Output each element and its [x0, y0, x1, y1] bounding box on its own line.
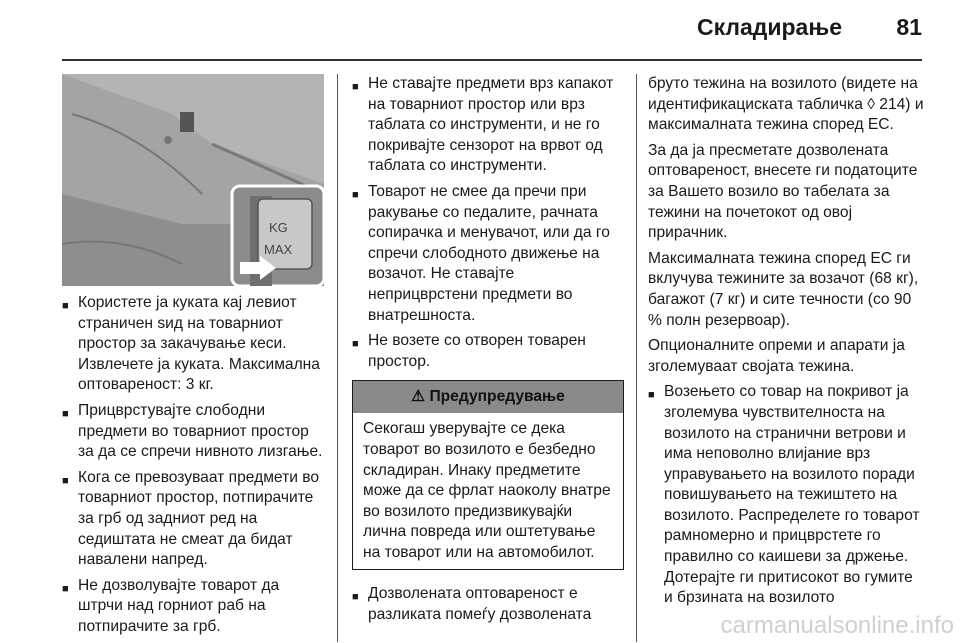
page-reference-icon: ◊: [867, 95, 875, 113]
kg-label: KG: [269, 220, 288, 235]
column-3: [648, 74, 924, 614]
list-item: ■ Товарот не смее да пречи при ракување со педалите, рачната сопирачка и менувачот, или да го спречи слободното движење на возачот. Не ставајте неприцврстени предмети во внатрешноста.: [352, 182, 610, 324]
page-title: Складирање: [696, 14, 842, 40]
paragraph: Максималната тежина според ЕС ги вклучува тежините за возачот (68 кг), багажот (7 кг) и сите течности (со 90 % полн резервоар).: [648, 249, 919, 329]
paragraph: бруто тежина на возилото (видете на идентификациската табличка ◊ 214) и максималната тежина според ЕС.: [648, 75, 924, 134]
cargo-hook-figure: [62, 74, 324, 286]
max-label: MAX: [264, 242, 293, 257]
column-divider: [636, 74, 637, 642]
watermark: carmanualsonline.info: [720, 612, 954, 639]
list-item: ■ Не ставајте предмети врз капакот на товарниот простор или врз таблата со инструменти, и не го покривајте сензорот на врвот од таблата со инструменти.: [352, 75, 614, 175]
list-item: ■ Не дозволувајте товарот да штрчи над горниот раб на потпирачите за грб.: [62, 576, 280, 635]
list-item: ■ Користете ја куката кај левиот страничен ѕид на товарниот простор за закачување кеси. Извлечете ја куката. Максимална оптовареност: 3 кг.: [62, 294, 320, 394]
list-item: ■ Кога се превозуваат предмети во товарниот простор, потпирачите за грб од задниот ред на седиштата не смеат да бидат навалени напред.: [62, 468, 320, 569]
list-item: ■ Дозволената оптовареност е разликата помеѓу дозволената: [352, 585, 592, 624]
list-item: ■ Не возете со отворен товарен простор.: [352, 332, 586, 370]
warning-body: Секогаш уверувајте се дека товарот во возилото е безбедно складиран. Инаку предметите може да се фрлат наоколу внатре во возилото предизвикувајќи лична повреда или оштетување на товарот или на автомобилот.: [363, 420, 611, 561]
warning-header: [353, 381, 623, 413]
list-item: ■ Прицврстувајте слободни предмети во товарниот простор за да се спречи нивното лизгање.: [62, 401, 323, 461]
page-number: 81: [896, 14, 922, 40]
header-rule: [62, 59, 922, 61]
column-2: [352, 74, 624, 631]
paragraph: Опционалните опреми и апарати ја зголемуваат својата тежина.: [648, 337, 905, 375]
cargo-area-illustration: [62, 74, 324, 286]
warning-box: [352, 380, 624, 570]
warning-icon: ⚠: [411, 388, 426, 406]
paragraph: За да ја пресметате дозволената оптовареност, внесете ги податоците за Вашето возило во табелата за тежини на почетокот од овој прирачник.: [648, 141, 918, 242]
warning-title: Предупредување: [429, 388, 565, 406]
list-item: ■ Возењето со товар на покривот ја зголемува чувствителноста на возилото на странични ветрови и има неповолно влијание врз управувањето на возилото поради повишувањето на тежиштето на возилото. Распределете го товарот рамномерно и прицврстете го правилно со каишеви за држење. Дотерајте ги притисокот во гумите и брзината на возилото: [648, 383, 920, 607]
column-1: [62, 74, 324, 643]
column-divider: [337, 74, 338, 642]
